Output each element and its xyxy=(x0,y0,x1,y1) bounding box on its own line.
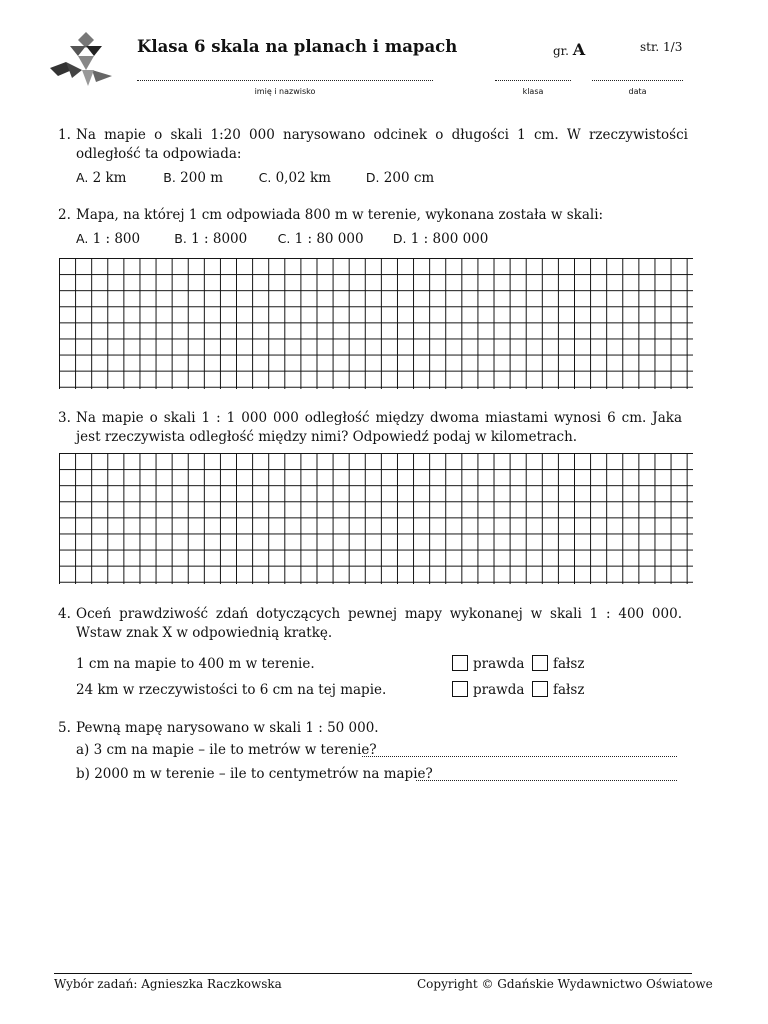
question-5-number: 5. xyxy=(58,720,71,736)
group-indicator xyxy=(553,40,585,59)
option-b[interactable]: B. 200 m xyxy=(163,170,224,186)
question-4-number: 4. xyxy=(58,606,71,622)
option-a[interactable]: A. 1 : 800 xyxy=(76,231,141,247)
question-1-text: Na mapie o skali 1:20 000 narysowano odcinek o długości 1 cm. W rzeczywistości odległość ta odpowiada: xyxy=(76,127,688,162)
question-5 xyxy=(58,719,682,738)
statement-1-false[interactable]: fałsz xyxy=(532,655,584,674)
checkbox-true[interactable] xyxy=(452,655,468,671)
question-3-text: Na mapie o skali 1 : 1 000 000 odległość między dwoma miastami wynosi 6 cm. Jaka jest rzeczywista odległość między nimi? Odpowiedź podaj w kilometrach. xyxy=(76,410,682,445)
question-3-number: 3. xyxy=(58,410,71,426)
question-1-number: 1. xyxy=(58,127,71,143)
question-5a: a) 3 cm na mapie – ile to metrów w terenie? xyxy=(76,742,377,758)
question-1-options xyxy=(76,170,434,186)
option-d[interactable]: D. 1 : 800 000 xyxy=(392,231,489,247)
checkbox-true[interactable] xyxy=(452,681,468,697)
option-c[interactable]: C. 1 : 80 000 xyxy=(277,231,364,247)
answer-grid-2[interactable] xyxy=(59,258,693,389)
question-2 xyxy=(58,206,688,225)
question-3 xyxy=(58,409,682,447)
statement-2: 24 km w rzeczywistości to 6 cm na tej mapie. xyxy=(76,682,387,698)
answer-field-5a[interactable] xyxy=(362,756,677,757)
question-2-text: Mapa, na której 1 cm odpowiada 800 m w terenie, wykonana została w skali: xyxy=(76,207,604,223)
footer-divider xyxy=(54,973,692,974)
option-b[interactable]: B. 1 : 8000 xyxy=(174,231,248,247)
question-2-number: 2. xyxy=(58,207,71,223)
option-c[interactable]: C. 0,02 km xyxy=(258,170,331,186)
statement-2-true[interactable]: prawda xyxy=(452,681,524,700)
answer-field-5b[interactable] xyxy=(416,780,677,781)
page-number: str. 1/3 xyxy=(640,40,683,54)
statement-1-true[interactable]: prawda xyxy=(452,655,524,674)
group-label: gr. xyxy=(553,44,569,58)
name-label: imię i nazwisko xyxy=(254,87,316,96)
name-field[interactable] xyxy=(137,80,433,81)
class-field[interactable] xyxy=(495,80,571,81)
page-title: Klasa 6 skala na planach i mapach xyxy=(137,37,458,56)
footer-copyright: Copyright © Gdańskie Wydawnictwo Oświatowe xyxy=(417,977,713,991)
publisher-logo xyxy=(48,30,120,90)
statement-2-false[interactable]: fałsz xyxy=(532,681,584,700)
class-label: klasa xyxy=(522,87,544,96)
group-value: A xyxy=(572,40,586,59)
question-4 xyxy=(58,605,682,643)
question-5-text: Pewną mapę narysowano w skali 1 : 50 000. xyxy=(76,720,379,736)
question-2-options xyxy=(76,231,488,247)
date-label: data xyxy=(628,87,647,96)
option-d[interactable]: D. 200 cm xyxy=(365,170,435,186)
option-a[interactable]: A. 2 km xyxy=(76,170,127,186)
question-4-text: Oceń prawdziwość zdań dotyczących pewnej mapy wykonanej w skali 1 : 400 000. Wstaw znak X w odpowiednią kratkę. xyxy=(76,606,682,641)
footer-author: Wybór zadań: Agnieszka Raczkowska xyxy=(54,977,282,991)
checkbox-false[interactable] xyxy=(532,681,548,697)
question-5b: b) 2000 m w terenie – ile to centymetrów na mapie? xyxy=(76,766,433,782)
answer-grid-3[interactable] xyxy=(59,453,693,584)
statement-1: 1 cm na mapie to 400 m w terenie. xyxy=(76,656,315,672)
question-1 xyxy=(58,126,688,164)
date-field[interactable] xyxy=(592,80,683,81)
checkbox-false[interactable] xyxy=(532,655,548,671)
